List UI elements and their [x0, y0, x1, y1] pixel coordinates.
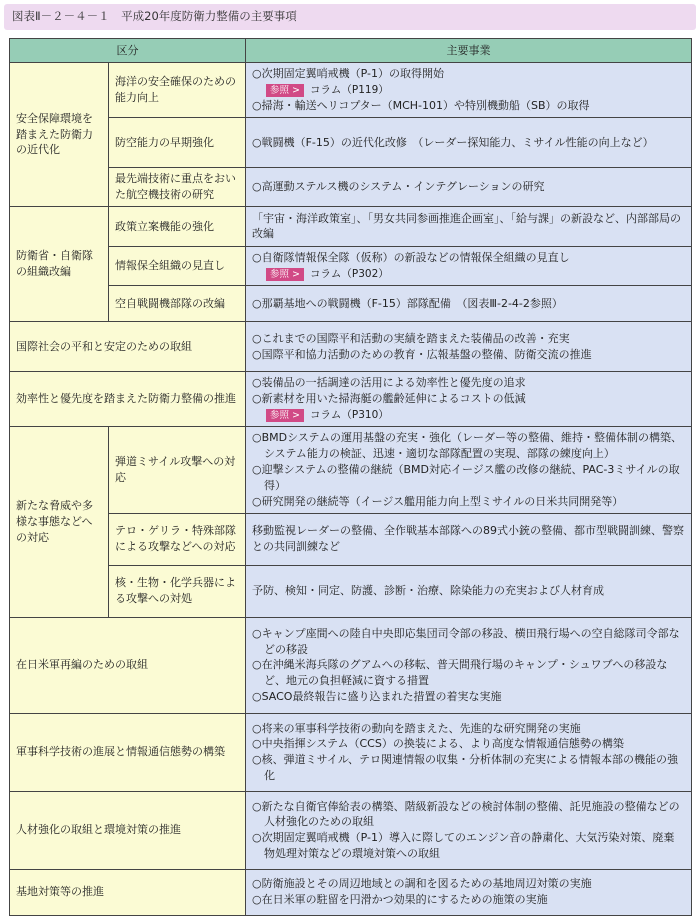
item-cell	[246, 322, 692, 372]
sub-category: 核・生物・化学兵器による攻撃への対処	[109, 565, 246, 617]
table-row	[10, 246, 692, 285]
item-line: ○在日米軍の駐留を円滑かつ効果的にするための施策の実施	[252, 893, 548, 907]
reference-note	[252, 266, 685, 282]
item-cell	[246, 206, 692, 246]
row-category: 国際社会の平和と安定のための取組	[10, 322, 246, 372]
table-row	[10, 713, 692, 791]
table-row	[10, 791, 692, 869]
item-line: ○掃海・輸送ヘリコプター（MCH-101）や特別機動船（SB）の取得	[252, 99, 590, 113]
item-line: ○国際平和協力活動のための教育・広報基盤の整備、防衛交流の推進	[252, 347, 592, 361]
item-cell	[246, 286, 692, 322]
item-line: ○BMDシステムの運用基盤の充実・強化（レーダー等の整備、維持・整備体制の構築、システム能力の検証、迅速・適切な部隊配置の実現、部隊の練度向上）	[252, 431, 683, 461]
item-cell	[246, 617, 692, 713]
reference-text[interactable]: コラム（P119）	[309, 83, 389, 96]
item-cell	[246, 869, 692, 915]
row-category: 基地対策等の推進	[10, 869, 246, 915]
row-category: 在日米軍再編のための取組	[10, 617, 246, 713]
item-line: ○SACO最終報告に盛り込まれた措置の着実な実施	[252, 690, 502, 704]
table-row	[10, 869, 692, 915]
sub-category: 政策立案機能の強化	[109, 206, 246, 246]
reference-text[interactable]: コラム（P302）	[309, 267, 389, 280]
item-line: ○中央指揮システム（CCS）の換装による、より高度な情報通信態勢の構築	[252, 737, 624, 751]
header-items: 主要事業	[246, 39, 692, 63]
item-line: ○将来の軍事科学技術の動向を踏まえた、先進的な研究開発の実施	[252, 721, 581, 735]
item-line: ○これまでの国際平和活動の実績を踏まえた装備品の改善・充実	[252, 331, 570, 345]
item-line: ○研究開発の継続等（イージス艦用能力向上型ミサイルの日米共同開発等）	[252, 494, 624, 508]
table-row	[10, 322, 692, 372]
item-cell	[246, 63, 692, 118]
sub-category: 空自戦闘機部隊の改編	[109, 286, 246, 322]
table-row	[10, 286, 692, 322]
row-category: 新たな脅威や多様な事態などへの対応	[10, 427, 109, 618]
sub-category: テロ・ゲリラ・特殊部隊による攻撃などへの対応	[109, 513, 246, 565]
reference-note	[252, 407, 685, 423]
sub-category: 海洋の安全確保のための能力向上	[109, 63, 246, 118]
table-row	[10, 513, 692, 565]
table-row	[10, 617, 692, 713]
table-row	[10, 168, 692, 207]
sub-category: 防空能力の早期強化	[109, 118, 246, 168]
item-line: 予防、検知・同定、防護、診断・治療、除染能力の充実および人材育成	[252, 584, 604, 598]
item-line: ○防衛施設とその周辺地域との調和を図るための基地周辺対策の実施	[252, 877, 592, 891]
reference-note	[252, 82, 685, 98]
reference-badge[interactable]: 参照 >	[266, 84, 304, 97]
item-cell	[246, 565, 692, 617]
item-cell	[246, 713, 692, 791]
item-line: ○装備品の一括調達の活用による効率性と優先度の追求	[252, 376, 526, 390]
reference-text[interactable]: コラム（P310）	[309, 409, 389, 421]
row-category: 安全保障環境を踏まえた防衛力の近代化	[10, 63, 109, 207]
item-line: ○自衛隊情報保全隊（仮称）の新設などの情報保全組織の見直し	[252, 250, 570, 264]
item-cell	[246, 791, 692, 869]
row-category: 人材強化の取組と環境対策の推進	[10, 791, 246, 869]
item-line: ○新たな自衛官俸給表の構築、階級新設などの検討体制の整備、託児施設の整備などの人材強化のための取組	[252, 799, 680, 829]
item-line: ○那覇基地への戦闘機（F-15）部隊配備 （図表Ⅲ-2-4-2参照）	[252, 296, 563, 310]
sub-category: 弾道ミサイル攻撃への対応	[109, 427, 246, 514]
item-cell	[246, 372, 692, 427]
item-line: ○核、弾道ミサイル、テロ関連情報の収集・分析体制の充実による情報本部の機能の強化	[252, 753, 678, 783]
item-line: ○次期固定翼哨戒機（P-1）導入に際してのエンジン音の静粛化、大気汚染対策、廃棄物処理対策などの環境対策への取組	[252, 831, 675, 861]
row-category: 軍事科学技術の進展と情報通信態勢の構築	[10, 713, 246, 791]
item-line: ○新素材を用いた掃海艇の艦齢延伸によるコストの低減	[252, 392, 526, 406]
table-row	[10, 206, 692, 246]
figure-title: 図表Ⅱ－２－４－１ 平成20年度防衛力整備の主要事項	[4, 4, 696, 30]
table-row	[10, 63, 692, 118]
table-header-row	[10, 39, 692, 63]
item-line: 移動監視レーダーの整備、全作戦基本部隊への89式小銃の整備、都市型戦闘訓練、警察との共同訓練など	[252, 524, 684, 554]
item-line: ○次期固定翼哨戒機（P-1）の取得開始	[252, 67, 444, 80]
reference-badge[interactable]: 参照 >	[266, 268, 304, 281]
reference-badge[interactable]: 参照 >	[266, 409, 304, 422]
table-row	[10, 565, 692, 617]
item-cell	[246, 427, 692, 514]
table-row	[10, 372, 692, 427]
table-row	[10, 118, 692, 168]
item-cell	[246, 118, 692, 168]
item-cell	[246, 168, 692, 207]
row-category: 防衛省・自衛隊の組織改編	[10, 206, 109, 321]
policy-table	[9, 38, 692, 916]
item-cell	[246, 246, 692, 285]
item-line: ○戦闘機（F-15）の近代化改修 （レーダー探知能力、ミサイル性能の向上など）	[252, 135, 654, 149]
table-row	[10, 427, 692, 514]
row-category: 効率性と優先度を踏まえた防衛力整備の推進	[10, 372, 246, 427]
sub-category: 最先端技術に重点をおいた航空機技術の研究	[109, 168, 246, 207]
item-line: ○キャンプ座間への陸自中央即応集団司令部の移設、横田飛行場への空自総隊司令部などの移設	[252, 626, 680, 656]
item-line: ○高運動ステルス機のシステム・インテグレーションの研究	[252, 180, 545, 194]
item-line: ○迎撃システムの整備の継続（BMD対応イージス艦の改修の継続、PAC-3ミサイルの取得）	[252, 463, 680, 493]
item-line: ○在沖縄米海兵隊のグアムへの移転、普天間飛行場のキャンプ・シュワブへの移設など、地元の負担軽減に資する措置	[252, 658, 668, 688]
item-line: 「宇宙・海洋政策室」、「男女共同参画推進企画室」、「給与課」の新設など、内部部局の改編	[252, 211, 681, 241]
sub-category: 情報保全組織の見直し	[109, 246, 246, 285]
header-category: 区分	[10, 39, 246, 63]
item-cell	[246, 513, 692, 565]
